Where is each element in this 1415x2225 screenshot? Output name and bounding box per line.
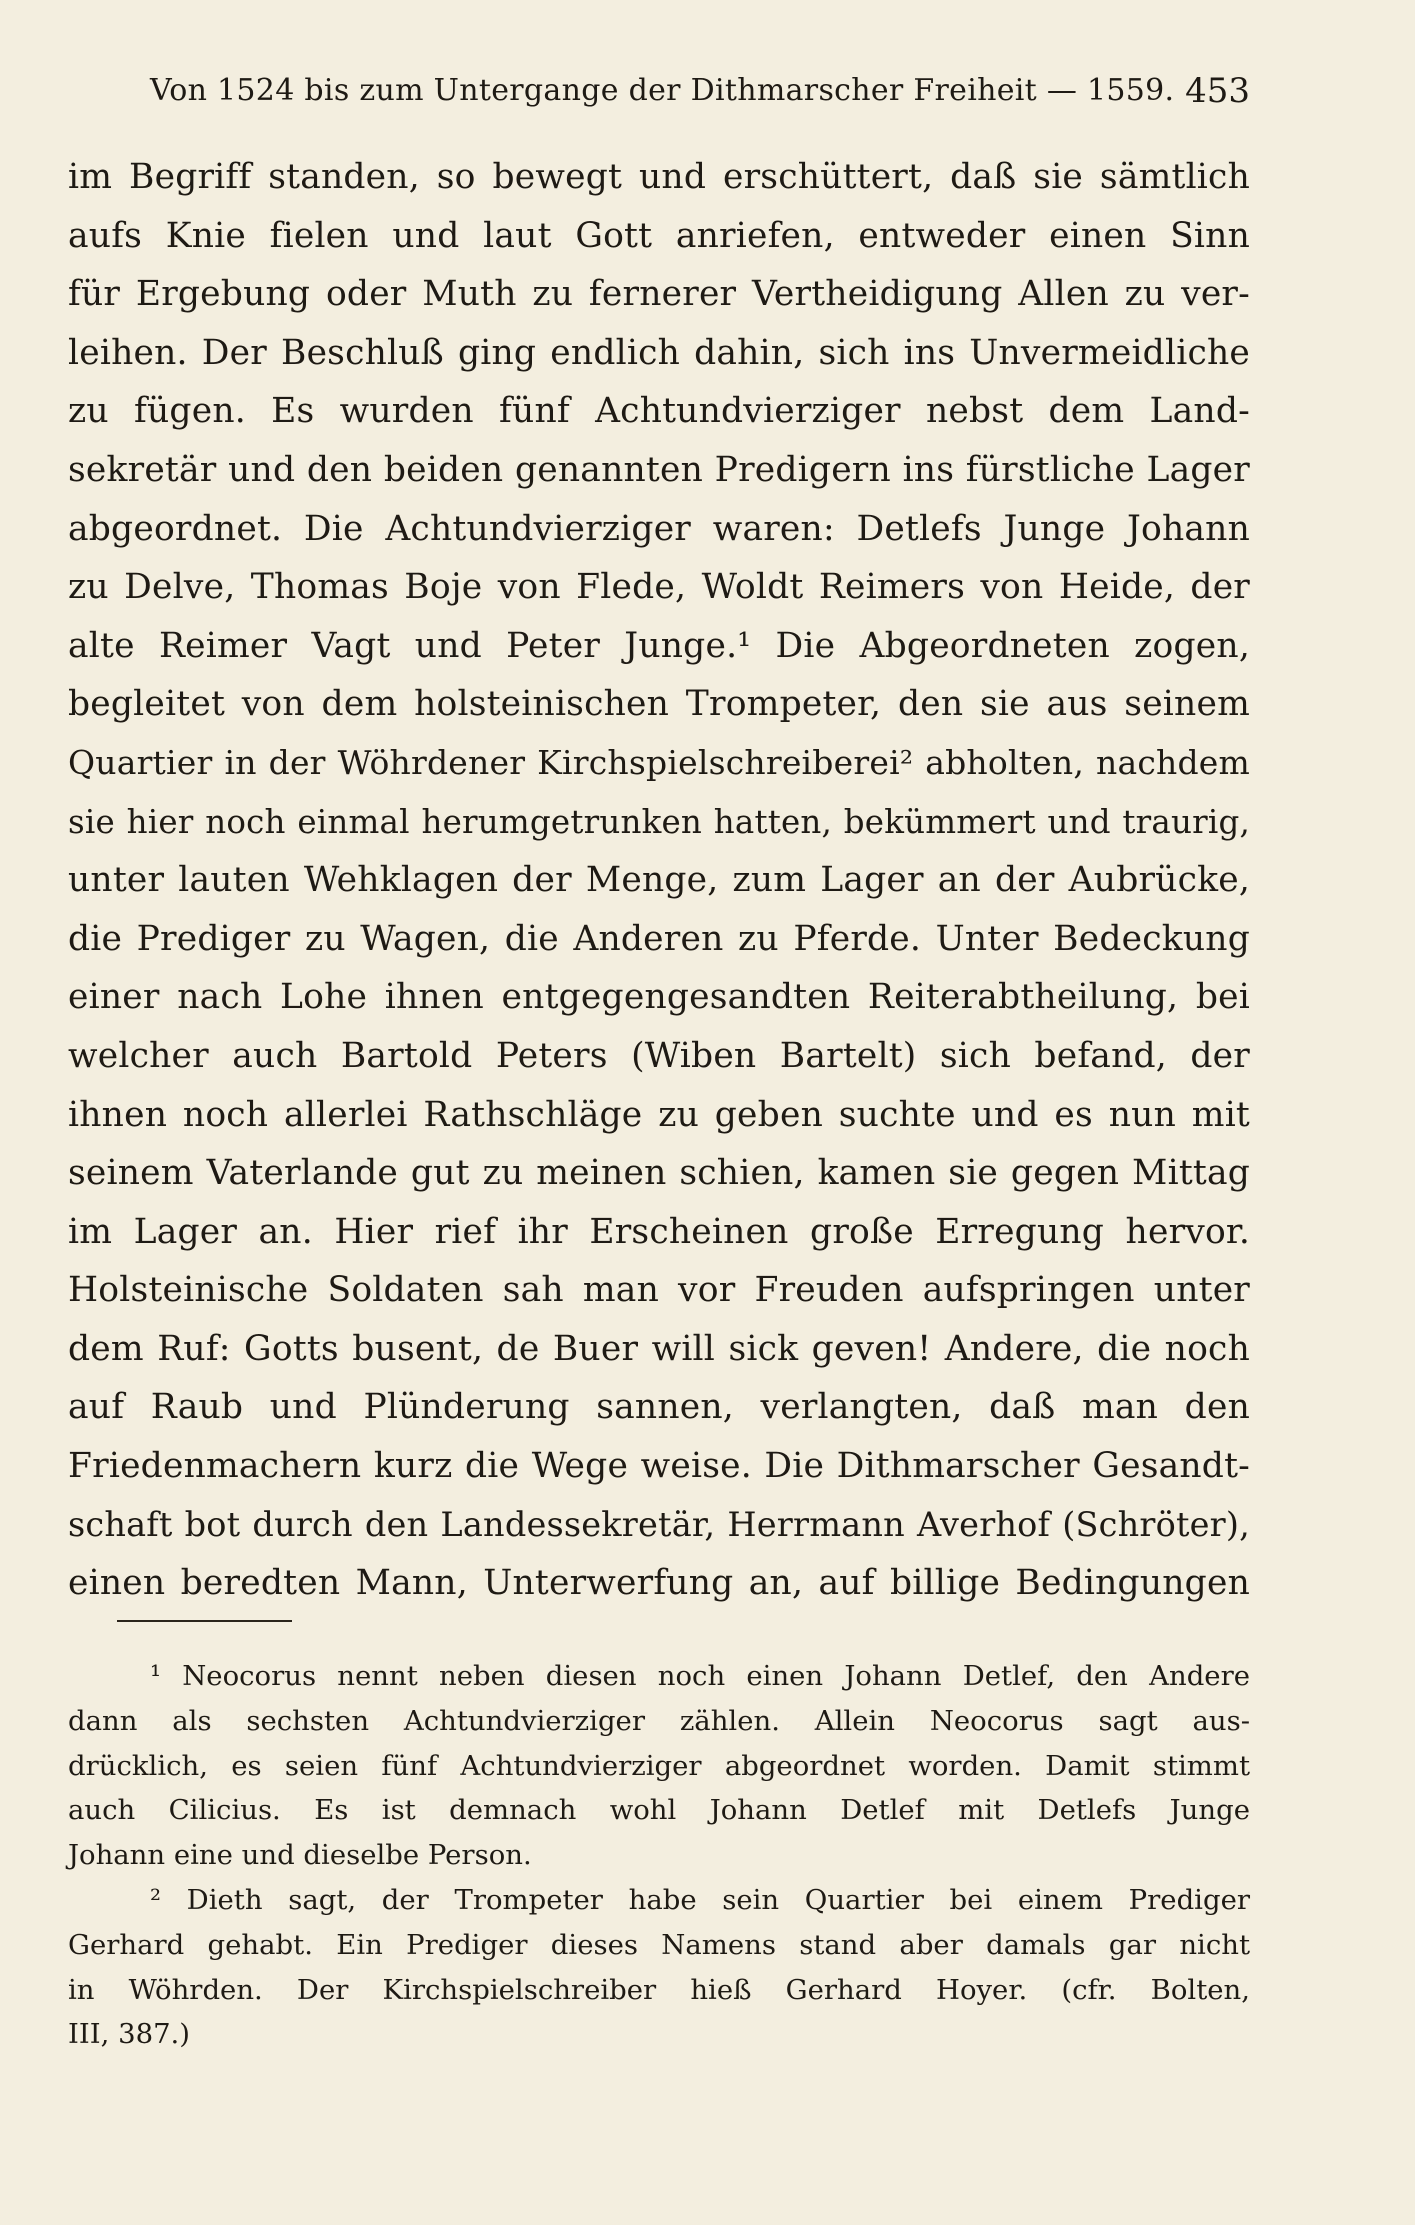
body-line: begleitet von dem holsteinischen Trompeter, den sie aus seinem <box>68 684 1250 725</box>
body-line: alte Reimer Vagt und Peter Junge.¹ Die Abgeordneten zogen, <box>68 625 1250 666</box>
body-line: zu fügen. Es wurden fünf Achtundvierziger nebst dem Land- <box>68 391 1250 432</box>
body-line: schaft bot durch den Landessekretär, Herrmann Averhof (Schröter), <box>68 1504 1250 1544</box>
body-line: die Prediger zu Wagen, die Anderen zu Pferde. Unter Bedeckung <box>68 918 1250 959</box>
body-line: einer nach Lohe ihnen entgegengesandten Reiterabtheilung, bei <box>68 977 1250 1018</box>
footnote-1-line: dann als sechsten Achtundvierziger zählen. Allein Neocorus sagt aus- <box>68 1704 1250 1737</box>
footnote-2-line: III, 387.) <box>68 2018 191 2051</box>
footnote-1-line: auch Cilicius. Es ist demnach wohl Johann Detlef mit Detlefs Junge <box>68 1794 1250 1827</box>
running-title: Von 1524 bis zum Untergange der Dithmarscher Freiheit — 1559. <box>150 73 1175 108</box>
body-line: auf Raub und Plünderung sannen, verlangten, daß man den <box>68 1387 1250 1428</box>
body-line: im Begriff standen, so bewegt und erschüttert, daß sie sämtlich <box>68 157 1250 197</box>
body-line: aufs Knie fielen und laut Gott anriefen, entweder einen Sinn <box>68 215 1250 256</box>
footnote-1-line: drücklich, es seien fünf Achtundvierziger abgeordnet worden. Damit stimmt <box>68 1749 1250 1782</box>
footnote-divider <box>117 1620 292 1622</box>
body-line: zu Delve, Thomas Boje von Flede, Woldt Reimers von Heide, der <box>68 567 1250 608</box>
body-line: leihen. Der Beschluß ging endlich dahin, sich ins Unvermeidliche <box>68 332 1250 373</box>
footnote-1-line: ¹ Neocorus nennt neben diesen noch einen Johann Detlef, den Andere <box>150 1660 1250 1692</box>
body-line: dem Ruf: Gotts busent, de Buer will sick geven! Andere, die noch <box>68 1328 1250 1369</box>
footnote-1-line: Johann eine und dieselbe Person. <box>68 1839 532 1872</box>
body-line: für Ergebung oder Muth zu fernerer Vertheidigung Allen zu ver- <box>68 274 1250 315</box>
footnote-2-line: in Wöhrden. Der Kirchspielschreiber hieß Gerhard Hoyer. (cfr. Bolten, <box>68 1973 1250 2006</box>
body-line: Holsteinische Soldaten sah man vor Freuden aufspringen unter <box>68 1270 1250 1311</box>
body-line: sie hier noch einmal herumgetrunken hatten, bekümmert und traurig, <box>68 802 1250 841</box>
body-line: unter lauten Wehklagen der Menge, zum Lager an der Aubrücke, <box>68 860 1250 901</box>
body-line: ihnen noch allerlei Rathschläge zu geben suchte und es nun mit <box>68 1094 1250 1135</box>
body-line: im Lager an. Hier rief ihr Erscheinen große Erregung hervor. <box>68 1211 1250 1252</box>
running-head <box>150 66 1250 116</box>
footnote-2-line: Gerhard gehabt. Ein Prediger dieses Namens stand aber damals gar nicht <box>68 1928 1250 1961</box>
body-line: abgeordnet. Die Achtundvierziger waren: Detlefs Junge Johann <box>68 508 1250 549</box>
footnotes <box>68 1654 1250 2057</box>
body-line: Quartier in der Wöhrdener Kirchspielschreiberei² abholten, nachdem <box>68 742 1250 782</box>
body-line: seinem Vaterlande gut zu meinen schien, kamen sie gegen Mittag <box>68 1153 1250 1194</box>
body-line: Friedenmachern kurz die Wege weise. Die Dithmarscher Gesandt- <box>68 1446 1250 1487</box>
footnote-2-line: ² Dieth sagt, der Trompeter habe sein Quartier bei einem Prediger <box>150 1883 1250 1916</box>
body-text <box>68 148 1250 1613</box>
page-number: 453 <box>1185 71 1250 111</box>
body-line: einen beredten Mann, Unterwerfung an, auf billige Bedingungen <box>68 1563 1250 1604</box>
body-line: welcher auch Bartold Peters (Wiben Bartelt) sich befand, der <box>68 1035 1250 1076</box>
body-line: sekretär und den beiden genannten Predigern ins fürstliche Lager <box>68 449 1250 490</box>
